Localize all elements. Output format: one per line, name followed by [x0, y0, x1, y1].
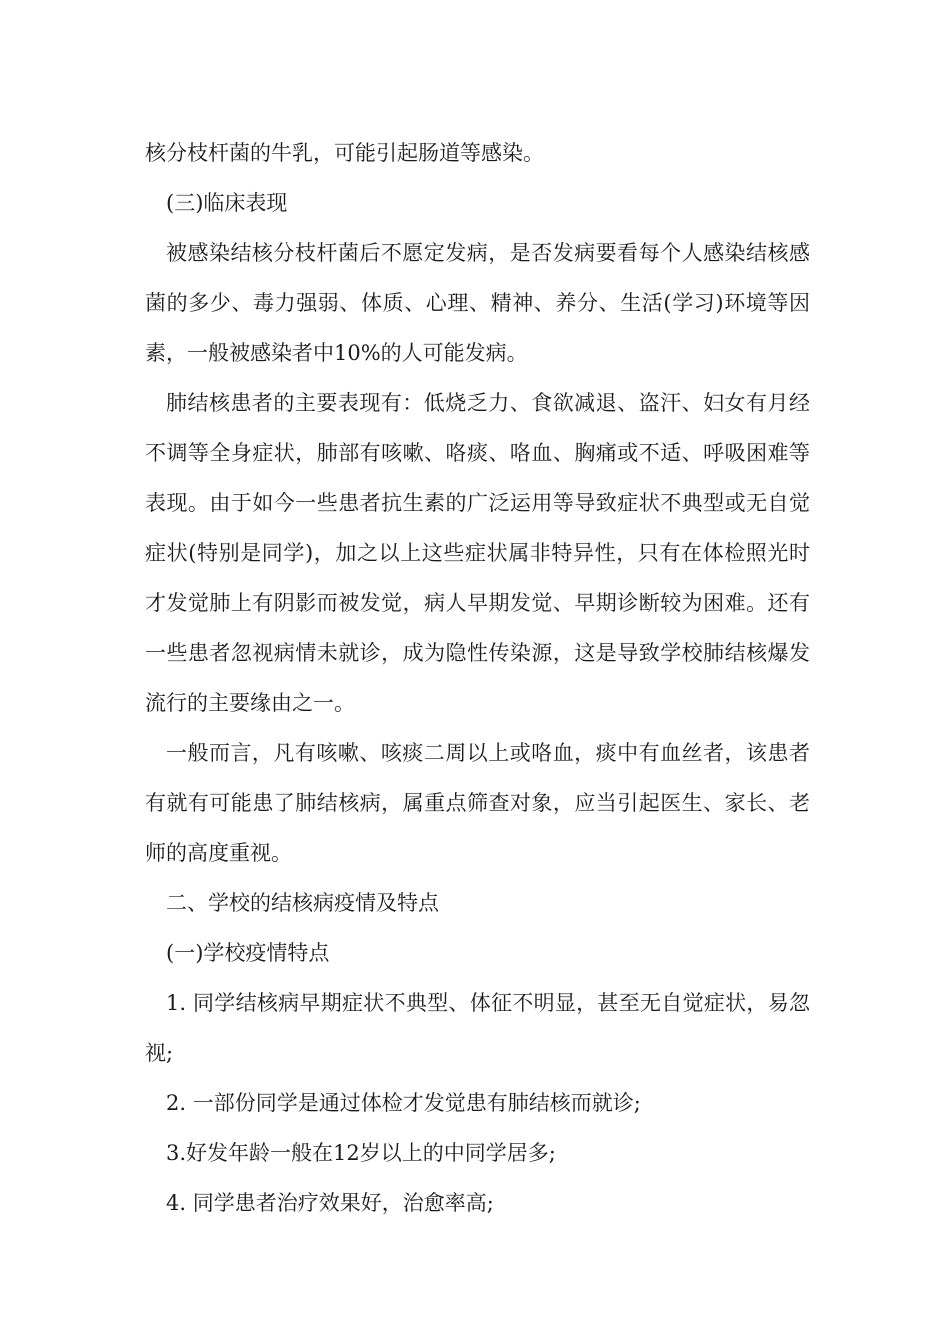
document-body [145, 128, 810, 1228]
list-item-4: 4. 同学患者治疗效果好，治愈率高; [166, 1191, 494, 1215]
list-item-2: 2. 一部份同学是通过体检才发觉患有肺结核而就诊; [166, 1091, 641, 1115]
subsection-heading-features: (一)学校疫情特点 [166, 941, 330, 965]
paragraph-continuation: 核分枝杆菌的牛乳，可能引起肠道等感染。 [145, 141, 544, 165]
list-item-1: 1. 同学结核病早期症状不典型、体征不明显，甚至无自觉症状，易忽视; [145, 991, 810, 1065]
section-heading-clinical: (三)临床表现 [166, 191, 288, 215]
paragraph-symptoms: 肺结核患者的主要表现有：低烧乏力、食欲减退、盗汗、妇女有月经不调等全身症状，肺部有咳嗽、咯痰、咯血、胸痛或不适、呼吸困难等表现。由于如今一些患者抗生素的广泛运用等导致症状不典型或无自觉症状(特别是同学)，加之以上这些症状属非特异性，只有在体检照光时才发觉肺上有阴影而被发觉，病人早期发觉、早期诊断较为困难。还有一些患者忽视病情未就诊，成为隐性传染源，这是导致学校肺结核爆发流行的主要缘由之一。 [145, 391, 810, 715]
paragraph-infection: 被感染结核分枝杆菌后不愿定发病，是否发病要看每个人感染结核感菌的多少、毒力强弱、体质、心理、精神、养分、生活(学习)环境等因素，一般被感染者中10%的人可能发病。 [145, 241, 810, 365]
list-item-3: 3.好发年龄一般在12岁以上的中同学居多; [166, 1141, 556, 1165]
paragraph-screening: 一般而言，凡有咳嗽、咳痰二周以上或咯血，痰中有血丝者，该患者有就有可能患了肺结核病，属重点筛查对象，应当引起医生、家长、老师的高度重视。 [145, 741, 810, 865]
section-heading-school: 二、学校的结核病疫情及特点 [166, 891, 439, 915]
